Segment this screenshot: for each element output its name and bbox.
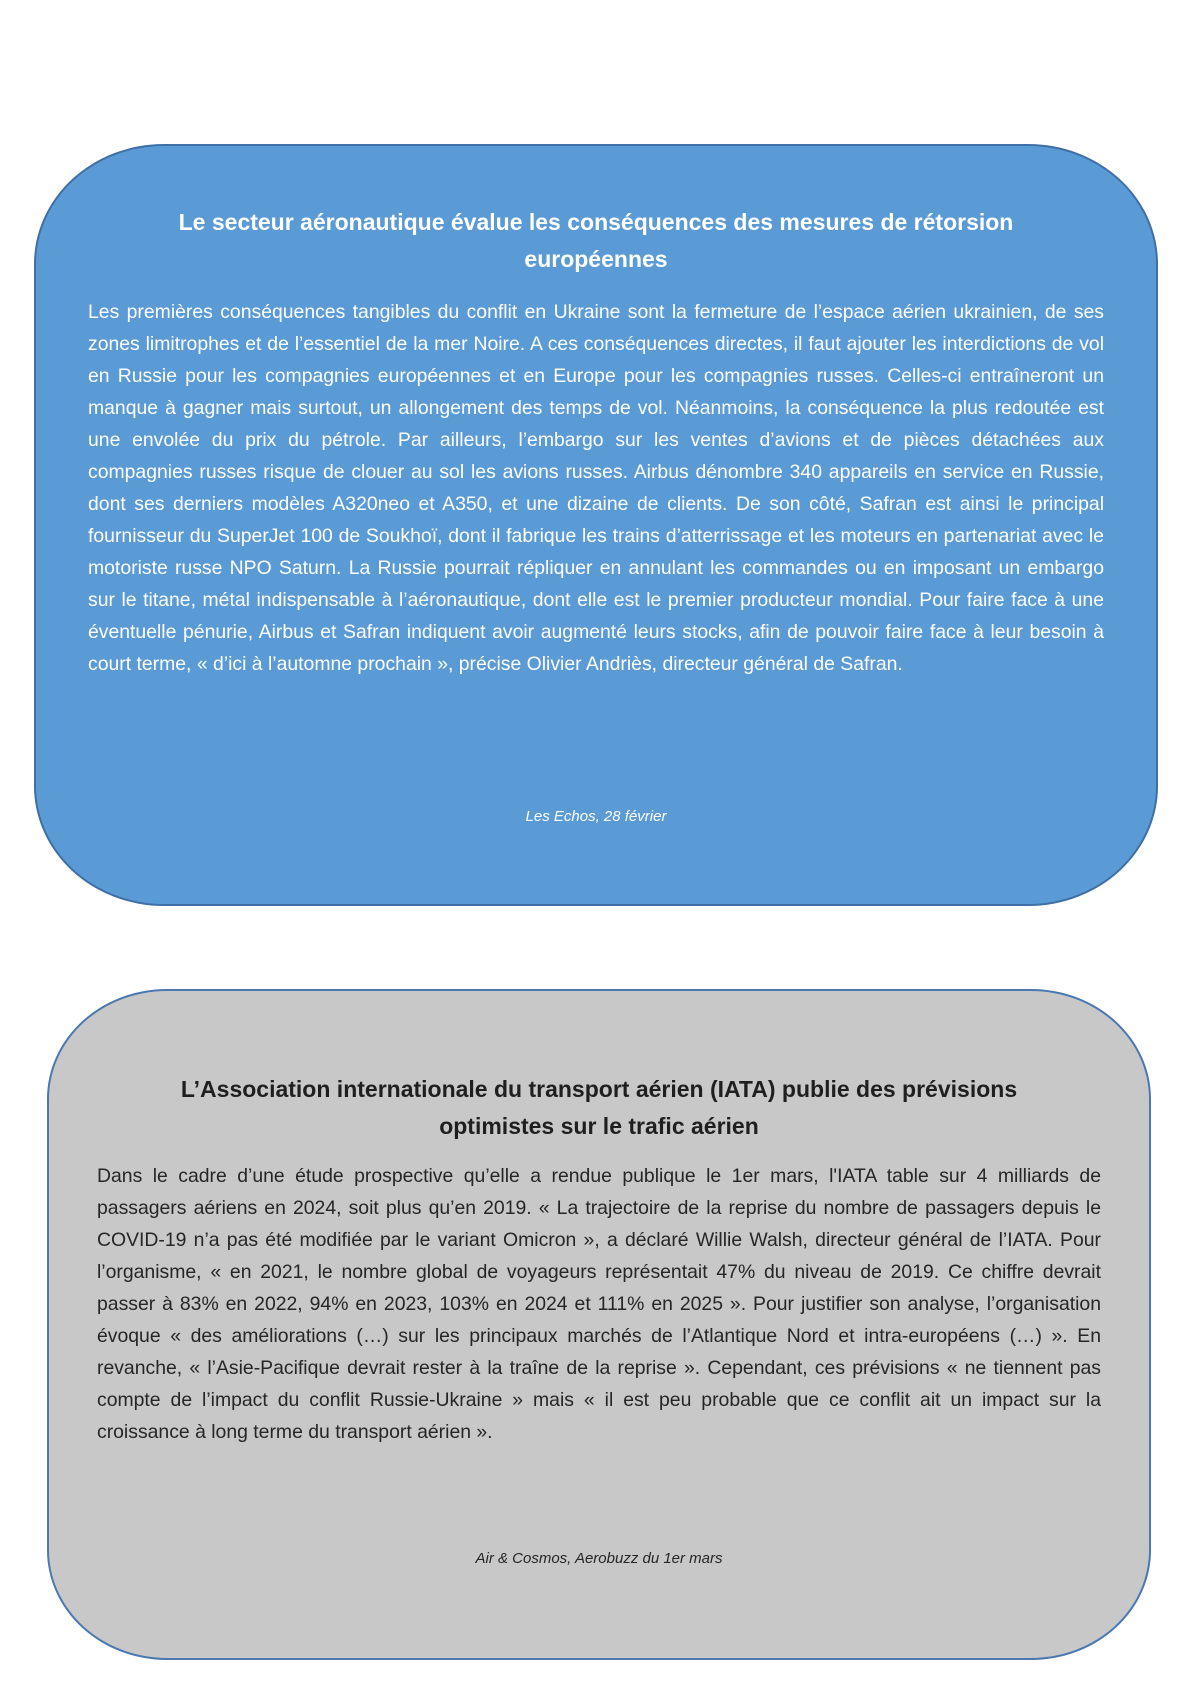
article-source: Air & Cosmos, Aerobuzz du 1er mars	[475, 1550, 723, 1567]
article-source: Les Echos, 28 février	[525, 808, 667, 825]
article-title: Le secteur aéronautique évalue les conséquences des mesures de rétorsion européennes	[178, 209, 1014, 272]
article-body: Les premières conséquences tangibles du conflit en Ukraine sont la fermeture de l’espace aérien ukrainien, de ses zones limitrophes et de l’essentiel de la mer Noire. A ces conséquences directes, il faut ajouter les interdictions de vol en Russie pour les compagnies européennes et en Europe pour les compagnies russes. Celles-ci entraîneront un manque à gagner mais surtout, un allongement des temps de vol. Néanmoins, la conséquence la plus redoutée est une envolée du prix du pétrole. Par ailleurs, l’embargo sur les ventes d’avions et de pièces détachées aux compagnies russes risque de clouer au sol les avions russes. Airbus dénombre 340 appareils en service en Russie, dont ses derniers modèles A320neo et A350, et une dizaine de clients. De son côté, Safran est ainsi le principal fournisseur du SuperJet 100 de Soukhoï, dont il fabrique les trains d’atterrissage et les moteurs en partenariat avec le motoriste russe NPO Saturn. La Russie pourrait répliquer en annulant les commandes ou en imposant un embargo sur le titane, métal indispensable à l’aéronautique, dont elle est le premier producteur mondial. Pour faire face à une éventuelle pénurie, Airbus et Safran indiquent avoir augmenté leurs stocks, afin de pouvoir faire face à leur besoin à court terme, « d’ici à l’automne prochain », précise Olivier Andriès, directeur général de Safran.	[88, 301, 1104, 675]
article-box-iata	[47, 989, 1151, 1660]
article-body: Dans le cadre d’une étude prospective qu’elle a rendue publique le 1er mars, l'IATA table sur 4 milliards de passagers aériens en 2024, soit plus qu’en 2019. « La trajectoire de la reprise du nombre de passagers depuis le COVID-19 n’a pas été modifiée par le variant Omicron », a déclaré Willie Walsh, directeur général de l’IATA. Pour l’organisme, « en 2021, le nombre global de voyageurs représentait 47% du niveau de 2019. Ce chiffre devrait passer à 83% en 2022, 94% en 2023, 103% en 2024 et 111% en 2025 ». Pour justifier son analyse, l’organisation évoque « des améliorations (…) sur les principaux marchés de l’Atlantique Nord et intra-européens (…) ». En revanche, « l’Asie-Pacifique devrait rester à la traîne de la reprise ». Cependant, ces prévisions « ne tiennent pas compte de l’impact du conflit Russie-Ukraine » mais « il est peu probable que ce conflit ait un impact sur la croissance à long terme du transport aérien ».	[97, 1165, 1101, 1443]
article-title: L’Association internationale du transport aérien (IATA) publie des prévisions optimistes sur le trafic aérien	[180, 1076, 1018, 1139]
article-box-aeronautique	[34, 144, 1158, 906]
